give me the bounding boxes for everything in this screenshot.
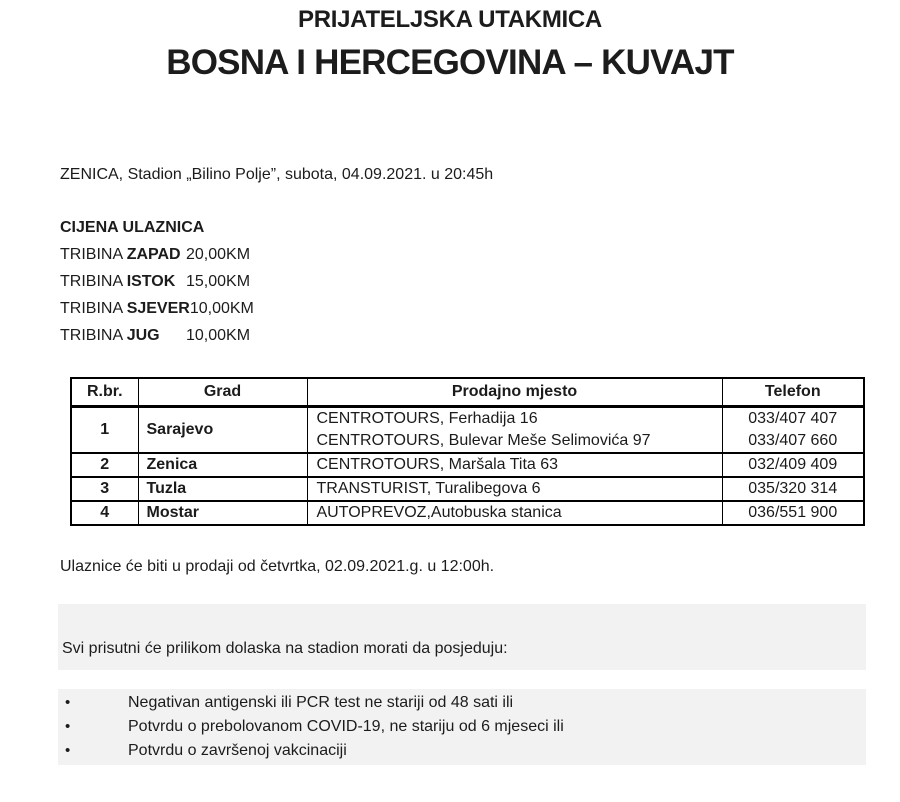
covid-requirements-band	[58, 689, 866, 765]
price-stand: JUG	[126, 327, 160, 344]
table-row-sarajevo	[71, 406, 864, 453]
covid-intro-text: Svi prisutni će prilikom dolaska na stadion morati da posjeduju:	[62, 639, 508, 657]
phone-line: 036/551 900	[748, 503, 838, 521]
price-stand: ISTOK	[126, 273, 176, 290]
city-cell: Zenica	[138, 453, 307, 477]
table-row-mostar	[71, 501, 864, 525]
price-row-istok	[60, 268, 900, 295]
price-prefix: TRIBINA	[60, 300, 123, 317]
ticket-prices-section	[60, 215, 900, 349]
table-header-row	[71, 378, 864, 406]
phone-line: 035/320 314	[748, 479, 838, 497]
price-amount: 15,00KM	[186, 273, 251, 290]
sales-point-cell	[307, 453, 722, 477]
price-label	[60, 268, 186, 295]
price-row-jug	[60, 322, 900, 349]
price-prefix: TRIBINA	[60, 273, 123, 290]
sales-point-line: CENTROTOURS, Maršala Tita 63	[316, 455, 559, 473]
covid-requirement-item	[58, 739, 866, 763]
price-amount: 20,00KM	[186, 246, 251, 263]
bullet-icon: •	[65, 693, 71, 711]
match-title: BOSNA I HERCEGOVINA – KUVAJT	[166, 43, 734, 82]
sales-point-line: CENTROTOURS, Ferhadija 16	[316, 409, 538, 427]
row-number: 1	[71, 406, 138, 453]
sales-point-cell	[307, 477, 722, 501]
price-stand: ZAPAD	[126, 246, 181, 263]
match-type-title: PRIJATELJSKA UTAKMICA	[298, 6, 602, 33]
bullet-icon: •	[65, 741, 71, 759]
covid-intro-band	[58, 604, 866, 670]
price-amount: 10,00KM	[189, 300, 254, 317]
city-cell: Mostar	[138, 501, 307, 525]
row-number: 3	[71, 477, 138, 501]
header-telefon: Telefon	[722, 378, 864, 406]
phone-cell	[722, 406, 864, 453]
prices-heading: CIJENA ULAZNICA	[60, 219, 205, 236]
covid-requirement-text: Potvrdu o završenoj vakcinaciji	[128, 741, 347, 759]
sales-point-line: AUTOPREVOZ,Autobuska stanica	[316, 503, 562, 521]
table-row-tuzla	[71, 477, 864, 501]
phone-line: 032/409 409	[748, 455, 838, 473]
covid-requirement-item	[58, 691, 866, 715]
row-number: 2	[71, 453, 138, 477]
sales-point-line: TRANSTURIST, Turalibegova 6	[316, 479, 541, 497]
sales-point-cell	[307, 406, 722, 453]
row-number: 4	[71, 501, 138, 525]
phone-cell	[722, 453, 864, 477]
ticket-sales-table	[70, 377, 865, 526]
price-label	[60, 241, 186, 268]
covid-requirement-text: Potvrdu o prebolovanom COVID-19, ne stariju od 6 mjeseci ili	[128, 717, 564, 735]
phone-cell	[722, 477, 864, 501]
table-row-zenica	[71, 453, 864, 477]
header-grad: Grad	[138, 378, 307, 406]
sales-point-cell	[307, 501, 722, 525]
header-prodajno-mjesto: Prodajno mjesto	[307, 378, 722, 406]
covid-requirement-item	[58, 715, 866, 739]
covid-requirement-text: Negativan antigenski ili PCR test ne stariji od 48 sati ili	[128, 693, 514, 711]
price-row-zapad	[60, 241, 900, 268]
sales-point-line: CENTROTOURS, Bulevar Meše Selimovića 97	[316, 431, 651, 449]
venue-line: ZENICA, Stadion „Bilino Polje”, subota, 04.09.2021. u 20:45h	[60, 166, 494, 183]
price-prefix: TRIBINA	[60, 327, 123, 344]
price-label	[60, 295, 190, 322]
price-row-sjever	[60, 295, 900, 322]
city-cell: Sarajevo	[138, 406, 307, 453]
price-stand: SJEVER	[126, 300, 190, 317]
sale-start-line: Ulaznice će biti u prodaji od četvrtka, 02.09.2021.g. u 12:00h.	[60, 557, 495, 575]
price-label	[60, 322, 186, 349]
price-amount: 10,00KM	[186, 327, 251, 344]
city-cell: Tuzla	[138, 477, 307, 501]
price-prefix: TRIBINA	[60, 246, 123, 263]
phone-line: 033/407 660	[748, 431, 838, 449]
header-rbr: R.br.	[71, 378, 138, 406]
phone-line: 033/407 407	[748, 409, 838, 427]
bullet-icon: •	[65, 717, 71, 735]
phone-cell	[722, 501, 864, 525]
